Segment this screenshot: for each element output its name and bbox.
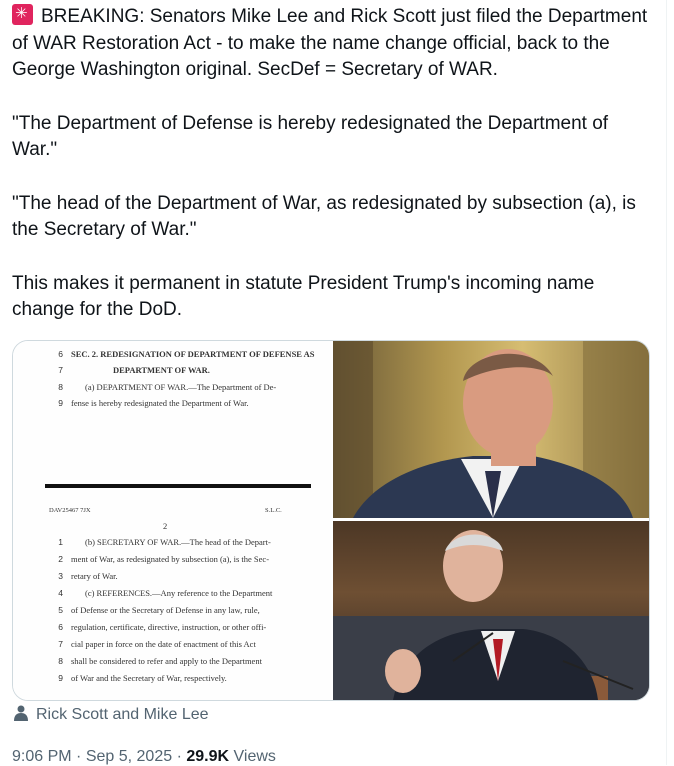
line-number: 4 [58,588,63,598]
doc-line: SEC. 2. REDESIGNATION OF DEPARTMENT OF DEFENSE AS [71,349,315,359]
line-number: 9 [58,398,63,408]
doc-page-number: 2 [163,521,168,531]
doc-line: ment of War, as redesignated by subsection (a), is the Sec- [71,554,270,564]
doc-line: (a) DEPARTMENT OF WAR.—The Department of De- [85,382,277,392]
portrait-illustration-2 [333,521,649,700]
doc-header-left: DAV25467 7JX [49,507,91,514]
doc-line: (b) SECRETARY OF WAR.—The head of the Depart- [85,537,271,547]
media-grid [12,340,650,701]
rick-scott-photo[interactable] [333,521,649,700]
doc-line: cial paper in force on the date of enactment of this Act [71,639,256,649]
tagged-users[interactable] [14,705,209,724]
line-number: 8 [58,656,63,666]
person-icon [14,705,28,721]
post-date[interactable]: Sep 5, 2025 [85,748,173,765]
post-time[interactable]: 9:06 PM [12,748,72,765]
doc-line: of War and the Secretary of War, respectively. [71,673,227,683]
doc-line: (c) REFERENCES.—Any reference to the Department [85,588,273,598]
line-number: 6 [58,622,63,632]
line-number: 6 [58,349,63,359]
line-number: 5 [58,605,63,615]
portrait-illustration-1 [333,341,649,518]
post-paragraph-4: This makes it permanent in statute President Trump's incoming name change for the DoD. [12,272,595,320]
doc-line: retary of War. [71,571,118,581]
doc-line: regulation, certificate, directive, instruction, or other offi- [71,622,267,632]
line-number: 7 [58,365,63,375]
post-paragraph-3: "The head of the Department of War, as redesignated by subsection (a), is the Secretary of War." [12,192,636,240]
siren-icon [12,4,33,25]
line-number: 1 [58,537,63,547]
doc-line: DEPARTMENT OF WAR. [113,365,210,375]
line-number: 8 [58,382,63,392]
meta-separator: · [76,748,82,765]
line-number: 9 [58,673,63,683]
post-paragraph-1: ✳BREAKING: Senators Mike Lee and Rick Scott just filed the Department of WAR Restoration Act - to make the name change official, back to the George Washington original. SecDef = Secretary of WAR. [12,4,652,84]
bill-document-image[interactable] [13,341,331,700]
line-number: 7 [58,639,63,649]
doc-line: of Defense or the Secretary of Defense in any law, rule, [71,605,260,615]
doc-line: fense is hereby redesignated the Department of War. [71,398,249,408]
post-meta [12,748,276,766]
post-text [12,4,652,324]
doc-header-right: S.L.C. [265,507,282,514]
mike-lee-photo[interactable] [333,341,649,518]
line-number: 3 [58,571,63,581]
meta-separator: · [176,748,182,765]
doc-line: shall be considered to refer and apply to the Department [71,656,262,666]
views-count: 29.9K [186,748,230,765]
page-divider [45,484,311,488]
line-number: 2 [58,554,63,564]
post-paragraph-2: "The Department of Defense is hereby redesignated the Department of War." [12,112,609,160]
views-label: Views [233,748,276,765]
tagged-users-label: Rick Scott and Mike Lee [36,706,209,723]
